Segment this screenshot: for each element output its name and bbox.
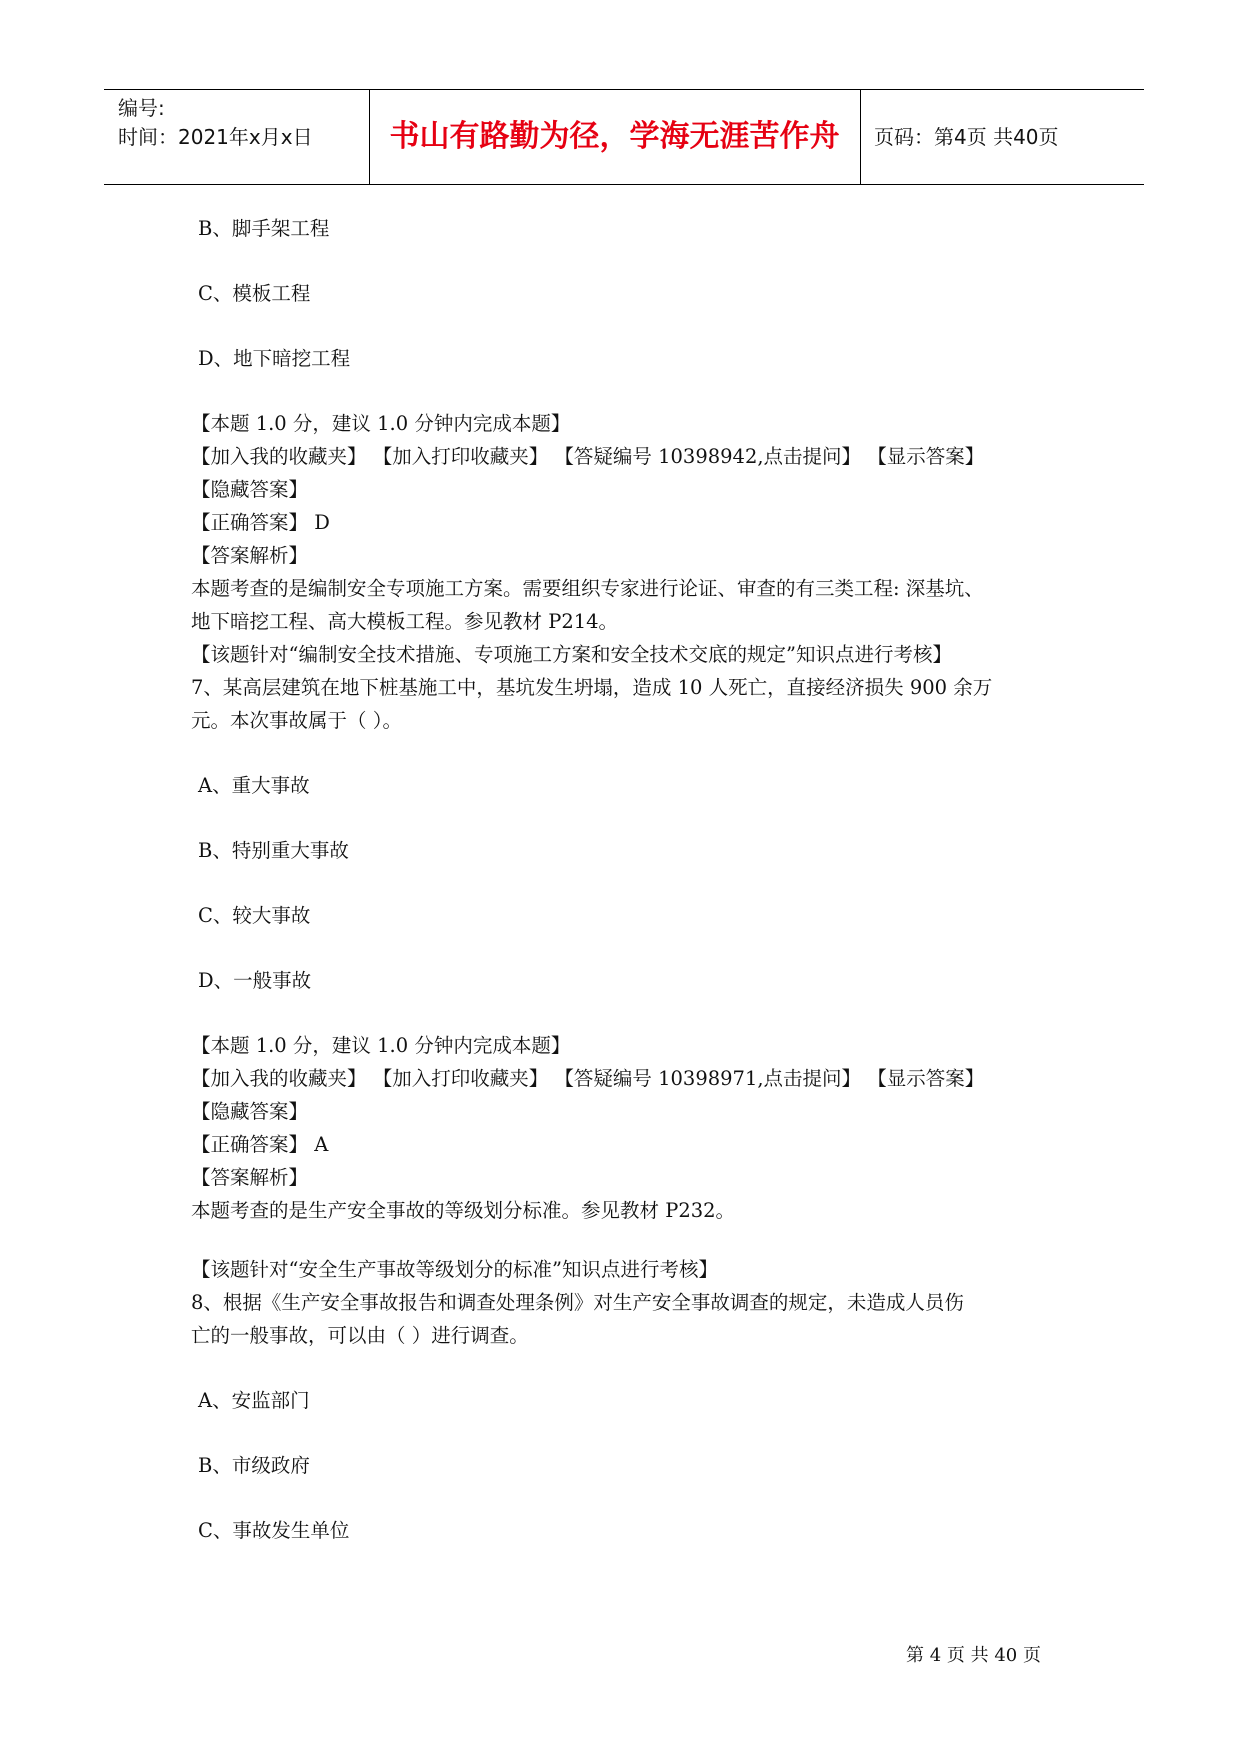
option-d: D、一般事故 [198,969,312,992]
option-c: C、模板工程 [198,282,311,305]
question-score: 【本题 1.0 分，建议 1.0 分钟内完成本题】 [191,412,571,435]
analysis-text: 地下暗挖工程、高大模板工程。参见教材 P214。 [191,610,619,633]
knowledge-point: 【该题针对“编制安全技术措施、专项施工方案和安全技术交底的规定”知识点进行考核】 [191,643,952,666]
serial-label: 编号: [118,96,165,120]
option-b: B、特别重大事故 [198,839,349,862]
option-a: A、安监部门 [198,1389,310,1412]
correct-answer: 【正确答案】 A [191,1133,329,1156]
correct-answer: 【正确答案】 D [191,511,330,534]
analysis-text: 本题考查的是编制安全专项施工方案。需要组织专家进行论证、审查的有三类工程: 深基坑、 [191,577,984,600]
question-score: 【本题 1.0 分，建议 1.0 分钟内完成本题】 [191,1034,571,1057]
question-stem: 元。本次事故属于（ ）。 [191,709,402,732]
time-label: 时间：2021年x月x日 [118,125,313,149]
page-header [104,89,1144,185]
hide-answer: 【隐藏答案】 [191,478,309,501]
option-b: B、脚手架工程 [198,217,330,240]
option-c: C、较大事故 [198,904,311,927]
question-actions: 【加入我的收藏夹】 【加入打印收藏夹】 【答疑编号 10398971,点击提问】 【显示答案】 [191,1067,985,1090]
header-meta [118,94,313,152]
analysis-label: 【答案解析】 [191,1166,309,1189]
option-c: C、事故发生单位 [198,1519,350,1542]
question-stem: 8、根据《生产安全事故报告和调查处理条例》对生产安全事故调查的规定，未造成人员伤 [191,1291,964,1314]
header-motto: 书山有路勤为径，学海无涯苦作舟 [389,119,840,154]
header-page-info: 页码：第4页 共40页 [874,125,1059,149]
knowledge-point: 【该题针对“安全生产事故等级划分的标准”知识点进行考核】 [191,1258,718,1281]
option-a: A、重大事故 [198,774,310,797]
question-actions: 【加入我的收藏夹】 【加入打印收藏夹】 【答疑编号 10398942,点击提问】 【显示答案】 [191,445,985,468]
hide-answer: 【隐藏答案】 [191,1100,309,1123]
option-b: B、市级政府 [198,1454,310,1477]
question-stem: 7、某高层建筑在地下桩基施工中，基坑发生坍塌，造成 10 人死亡，直接经济损失 900 余万 [191,676,993,699]
page-footer: 第 4 页 共 40 页 [906,1645,1041,1666]
analysis-text: 本题考查的是生产安全事故的等级划分标准。参见教材 P232。 [191,1199,736,1222]
header-divider [860,90,861,184]
option-d: D、地下暗挖工程 [198,347,351,370]
analysis-label: 【答案解析】 [191,544,309,567]
question-stem: 亡的一般事故，可以由（ ）进行调查。 [191,1324,529,1347]
